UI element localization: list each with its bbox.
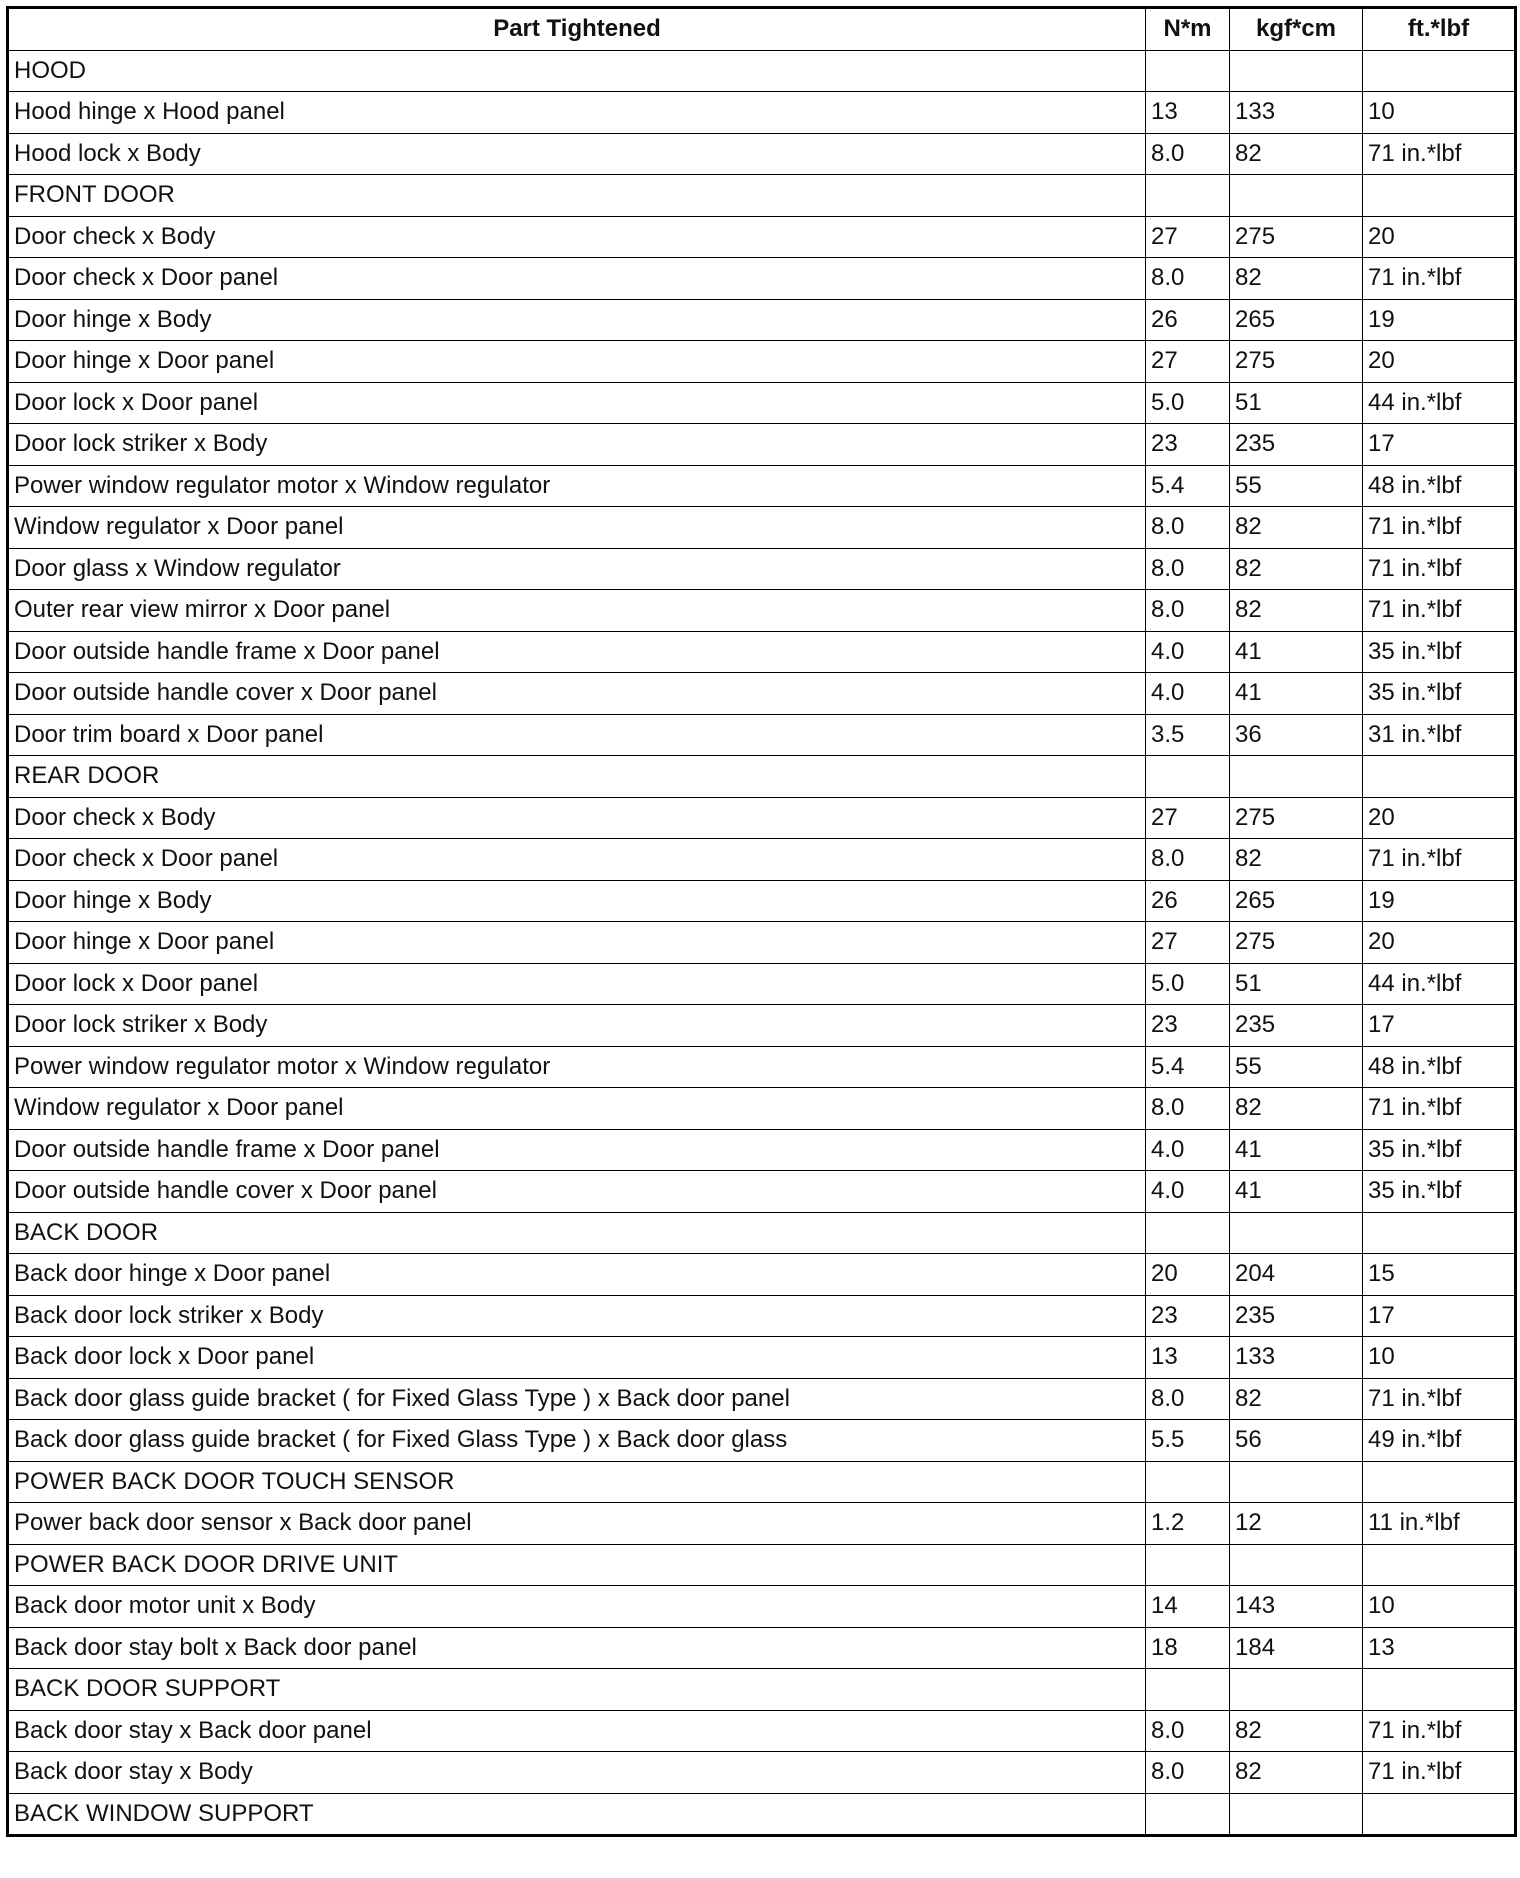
table-row [8, 382, 1516, 424]
table-row [8, 1586, 1516, 1628]
part-cell: Outer rear view mirror x Door panel [8, 590, 1146, 632]
nm-cell [1146, 1544, 1230, 1586]
nm-cell: 4.0 [1146, 1171, 1230, 1213]
part-cell: Door outside handle frame x Door panel [8, 631, 1146, 673]
table-row [8, 1710, 1516, 1752]
table-row [8, 631, 1516, 673]
nm-cell: 8.0 [1146, 507, 1230, 549]
part-cell: Door check x Body [8, 797, 1146, 839]
nm-cell: 27 [1146, 797, 1230, 839]
table-row [8, 92, 1516, 134]
nm-cell [1146, 756, 1230, 798]
ft-lbf-cell: 17 [1363, 1295, 1516, 1337]
kgf-cm-cell [1230, 1544, 1363, 1586]
ft-lbf-cell: 20 [1363, 797, 1516, 839]
kgf-cm-cell: 275 [1230, 216, 1363, 258]
ft-lbf-cell: 13 [1363, 1627, 1516, 1669]
header-nm: N*m [1146, 8, 1230, 51]
kgf-cm-cell: 82 [1230, 507, 1363, 549]
table-row [8, 880, 1516, 922]
nm-cell: 5.4 [1146, 465, 1230, 507]
ft-lbf-cell: 35 in.*lbf [1363, 1129, 1516, 1171]
part-cell: Back door stay x Back door panel [8, 1710, 1146, 1752]
nm-cell: 8.0 [1146, 1378, 1230, 1420]
nm-cell: 27 [1146, 341, 1230, 383]
kgf-cm-cell: 275 [1230, 797, 1363, 839]
kgf-cm-cell: 12 [1230, 1503, 1363, 1545]
kgf-cm-cell: 235 [1230, 1295, 1363, 1337]
ft-lbf-cell [1363, 1793, 1516, 1836]
part-cell: Door outside handle frame x Door panel [8, 1129, 1146, 1171]
nm-cell: 18 [1146, 1627, 1230, 1669]
kgf-cm-cell: 265 [1230, 299, 1363, 341]
nm-cell [1146, 1461, 1230, 1503]
ft-lbf-cell: 15 [1363, 1254, 1516, 1296]
table-row [8, 548, 1516, 590]
nm-cell: 5.5 [1146, 1420, 1230, 1462]
ft-lbf-cell: 71 in.*lbf [1363, 548, 1516, 590]
ft-lbf-cell [1363, 1212, 1516, 1254]
nm-cell: 23 [1146, 1005, 1230, 1047]
table-row [8, 465, 1516, 507]
nm-cell: 4.0 [1146, 631, 1230, 673]
nm-cell: 4.0 [1146, 1129, 1230, 1171]
kgf-cm-cell: 55 [1230, 1046, 1363, 1088]
table-header-row [8, 8, 1516, 51]
ft-lbf-cell: 49 in.*lbf [1363, 1420, 1516, 1462]
part-cell: Door check x Door panel [8, 839, 1146, 881]
nm-cell: 4.0 [1146, 673, 1230, 715]
part-cell: Window regulator x Door panel [8, 507, 1146, 549]
nm-cell [1146, 1669, 1230, 1711]
ft-lbf-cell: 71 in.*lbf [1363, 258, 1516, 300]
nm-cell: 3.5 [1146, 714, 1230, 756]
section-row [8, 756, 1516, 798]
nm-cell: 5.4 [1146, 1046, 1230, 1088]
section-row [8, 1544, 1516, 1586]
table-row [8, 673, 1516, 715]
ft-lbf-cell: 71 in.*lbf [1363, 1378, 1516, 1420]
part-cell: BACK DOOR [8, 1212, 1146, 1254]
part-cell: BACK WINDOW SUPPORT [8, 1793, 1146, 1836]
ft-lbf-cell: 71 in.*lbf [1363, 1752, 1516, 1794]
table-row [8, 1378, 1516, 1420]
table-row [8, 590, 1516, 632]
ft-lbf-cell: 35 in.*lbf [1363, 673, 1516, 715]
ft-lbf-cell: 11 in.*lbf [1363, 1503, 1516, 1545]
kgf-cm-cell: 275 [1230, 341, 1363, 383]
nm-cell: 20 [1146, 1254, 1230, 1296]
kgf-cm-cell [1230, 1212, 1363, 1254]
part-cell: Back door glass guide bracket ( for Fixed Glass Type ) x Back door glass [8, 1420, 1146, 1462]
part-cell: Back door lock x Door panel [8, 1337, 1146, 1379]
nm-cell [1146, 1212, 1230, 1254]
kgf-cm-cell [1230, 50, 1363, 92]
table-row [8, 1005, 1516, 1047]
table-row [8, 341, 1516, 383]
table-row [8, 1420, 1516, 1462]
table-row [8, 922, 1516, 964]
table-row [8, 714, 1516, 756]
nm-cell: 5.0 [1146, 963, 1230, 1005]
ft-lbf-cell: 48 in.*lbf [1363, 1046, 1516, 1088]
table-row [8, 797, 1516, 839]
kgf-cm-cell: 184 [1230, 1627, 1363, 1669]
kgf-cm-cell: 51 [1230, 382, 1363, 424]
kgf-cm-cell: 41 [1230, 673, 1363, 715]
table-row [8, 1627, 1516, 1669]
kgf-cm-cell: 265 [1230, 880, 1363, 922]
part-cell: Power window regulator motor x Window regulator [8, 1046, 1146, 1088]
table-row [8, 1254, 1516, 1296]
table-row [8, 258, 1516, 300]
header-ft-lbf: ft.*lbf [1363, 8, 1516, 51]
part-cell: Door lock striker x Body [8, 1005, 1146, 1047]
part-cell: FRONT DOOR [8, 175, 1146, 217]
kgf-cm-cell: 275 [1230, 922, 1363, 964]
nm-cell: 1.2 [1146, 1503, 1230, 1545]
nm-cell: 8.0 [1146, 590, 1230, 632]
kgf-cm-cell [1230, 756, 1363, 798]
kgf-cm-cell: 133 [1230, 1337, 1363, 1379]
part-cell: Back door stay bolt x Back door panel [8, 1627, 1146, 1669]
part-cell: Door glass x Window regulator [8, 548, 1146, 590]
part-cell: REAR DOOR [8, 756, 1146, 798]
part-cell: Back door stay x Body [8, 1752, 1146, 1794]
ft-lbf-cell: 44 in.*lbf [1363, 382, 1516, 424]
ft-lbf-cell: 71 in.*lbf [1363, 133, 1516, 175]
nm-cell: 8.0 [1146, 1710, 1230, 1752]
part-cell: Door check x Door panel [8, 258, 1146, 300]
header-kgf-cm: kgf*cm [1230, 8, 1363, 51]
torque-spec-sheet [6, 6, 1517, 1837]
section-row [8, 1461, 1516, 1503]
table-row [8, 507, 1516, 549]
kgf-cm-cell: 143 [1230, 1586, 1363, 1628]
ft-lbf-cell [1363, 1461, 1516, 1503]
nm-cell: 8.0 [1146, 133, 1230, 175]
section-row [8, 1669, 1516, 1711]
part-cell: Hood lock x Body [8, 133, 1146, 175]
part-cell: Back door glass guide bracket ( for Fixed Glass Type ) x Back door panel [8, 1378, 1146, 1420]
nm-cell: 27 [1146, 922, 1230, 964]
table-row [8, 299, 1516, 341]
ft-lbf-cell: 19 [1363, 880, 1516, 922]
part-cell: Back door lock striker x Body [8, 1295, 1146, 1337]
ft-lbf-cell: 71 in.*lbf [1363, 507, 1516, 549]
part-cell: Door hinge x Door panel [8, 922, 1146, 964]
table-row [8, 1295, 1516, 1337]
header-part-tightened: Part Tightened [8, 8, 1146, 51]
kgf-cm-cell: 41 [1230, 1129, 1363, 1171]
part-cell: HOOD [8, 50, 1146, 92]
section-row [8, 1793, 1516, 1836]
ft-lbf-cell: 31 in.*lbf [1363, 714, 1516, 756]
torque-table [6, 6, 1517, 1837]
part-cell: Door outside handle cover x Door panel [8, 673, 1146, 715]
ft-lbf-cell: 20 [1363, 216, 1516, 258]
ft-lbf-cell: 44 in.*lbf [1363, 963, 1516, 1005]
part-cell: POWER BACK DOOR TOUCH SENSOR [8, 1461, 1146, 1503]
kgf-cm-cell: 82 [1230, 548, 1363, 590]
kgf-cm-cell: 235 [1230, 424, 1363, 466]
kgf-cm-cell [1230, 1669, 1363, 1711]
nm-cell [1146, 175, 1230, 217]
table-row [8, 1088, 1516, 1130]
kgf-cm-cell: 82 [1230, 1378, 1363, 1420]
nm-cell [1146, 50, 1230, 92]
ft-lbf-cell: 19 [1363, 299, 1516, 341]
kgf-cm-cell: 133 [1230, 92, 1363, 134]
kgf-cm-cell [1230, 175, 1363, 217]
ft-lbf-cell [1363, 1544, 1516, 1586]
part-cell: Power back door sensor x Back door panel [8, 1503, 1146, 1545]
table-row [8, 1503, 1516, 1545]
table-row [8, 216, 1516, 258]
part-cell: Back door hinge x Door panel [8, 1254, 1146, 1296]
table-row [8, 1171, 1516, 1213]
table-body [8, 50, 1516, 1836]
nm-cell: 8.0 [1146, 258, 1230, 300]
nm-cell: 5.0 [1146, 382, 1230, 424]
part-cell: Door hinge x Door panel [8, 341, 1146, 383]
part-cell: BACK DOOR SUPPORT [8, 1669, 1146, 1711]
nm-cell: 13 [1146, 1337, 1230, 1379]
nm-cell: 26 [1146, 299, 1230, 341]
ft-lbf-cell: 10 [1363, 1337, 1516, 1379]
part-cell: Door lock x Door panel [8, 963, 1146, 1005]
part-cell: Back door motor unit x Body [8, 1586, 1146, 1628]
table-row [8, 1752, 1516, 1794]
nm-cell: 27 [1146, 216, 1230, 258]
table-row [8, 424, 1516, 466]
part-cell: Hood hinge x Hood panel [8, 92, 1146, 134]
nm-cell: 23 [1146, 1295, 1230, 1337]
nm-cell: 8.0 [1146, 1088, 1230, 1130]
section-row [8, 50, 1516, 92]
kgf-cm-cell: 55 [1230, 465, 1363, 507]
nm-cell [1146, 1793, 1230, 1836]
ft-lbf-cell: 10 [1363, 1586, 1516, 1628]
nm-cell: 23 [1146, 424, 1230, 466]
ft-lbf-cell [1363, 1669, 1516, 1711]
kgf-cm-cell [1230, 1793, 1363, 1836]
kgf-cm-cell: 235 [1230, 1005, 1363, 1047]
kgf-cm-cell: 41 [1230, 631, 1363, 673]
ft-lbf-cell: 17 [1363, 1005, 1516, 1047]
nm-cell: 14 [1146, 1586, 1230, 1628]
ft-lbf-cell: 20 [1363, 341, 1516, 383]
ft-lbf-cell: 35 in.*lbf [1363, 1171, 1516, 1213]
ft-lbf-cell: 35 in.*lbf [1363, 631, 1516, 673]
kgf-cm-cell: 82 [1230, 258, 1363, 300]
ft-lbf-cell: 10 [1363, 92, 1516, 134]
part-cell: Power window regulator motor x Window regulator [8, 465, 1146, 507]
ft-lbf-cell: 71 in.*lbf [1363, 1088, 1516, 1130]
part-cell: Door trim board x Door panel [8, 714, 1146, 756]
kgf-cm-cell: 82 [1230, 1088, 1363, 1130]
kgf-cm-cell: 82 [1230, 1710, 1363, 1752]
kgf-cm-cell: 51 [1230, 963, 1363, 1005]
table-row [8, 133, 1516, 175]
kgf-cm-cell [1230, 1461, 1363, 1503]
table-row [8, 1337, 1516, 1379]
part-cell: POWER BACK DOOR DRIVE UNIT [8, 1544, 1146, 1586]
part-cell: Door lock x Door panel [8, 382, 1146, 424]
table-row [8, 1046, 1516, 1088]
section-row [8, 175, 1516, 217]
nm-cell: 13 [1146, 92, 1230, 134]
kgf-cm-cell: 36 [1230, 714, 1363, 756]
section-row [8, 1212, 1516, 1254]
kgf-cm-cell: 82 [1230, 590, 1363, 632]
ft-lbf-cell: 20 [1363, 922, 1516, 964]
kgf-cm-cell: 82 [1230, 1752, 1363, 1794]
nm-cell: 26 [1146, 880, 1230, 922]
ft-lbf-cell [1363, 50, 1516, 92]
kgf-cm-cell: 56 [1230, 1420, 1363, 1462]
ft-lbf-cell: 71 in.*lbf [1363, 1710, 1516, 1752]
ft-lbf-cell: 71 in.*lbf [1363, 839, 1516, 881]
part-cell: Door outside handle cover x Door panel [8, 1171, 1146, 1213]
part-cell: Door check x Body [8, 216, 1146, 258]
part-cell: Door lock striker x Body [8, 424, 1146, 466]
kgf-cm-cell: 204 [1230, 1254, 1363, 1296]
nm-cell: 8.0 [1146, 839, 1230, 881]
ft-lbf-cell: 48 in.*lbf [1363, 465, 1516, 507]
table-row [8, 839, 1516, 881]
kgf-cm-cell: 82 [1230, 839, 1363, 881]
kgf-cm-cell: 41 [1230, 1171, 1363, 1213]
ft-lbf-cell [1363, 175, 1516, 217]
ft-lbf-cell: 71 in.*lbf [1363, 590, 1516, 632]
nm-cell: 8.0 [1146, 1752, 1230, 1794]
table-row [8, 1129, 1516, 1171]
nm-cell: 8.0 [1146, 548, 1230, 590]
kgf-cm-cell: 82 [1230, 133, 1363, 175]
ft-lbf-cell [1363, 756, 1516, 798]
part-cell: Window regulator x Door panel [8, 1088, 1146, 1130]
part-cell: Door hinge x Body [8, 299, 1146, 341]
table-row [8, 963, 1516, 1005]
part-cell: Door hinge x Body [8, 880, 1146, 922]
ft-lbf-cell: 17 [1363, 424, 1516, 466]
